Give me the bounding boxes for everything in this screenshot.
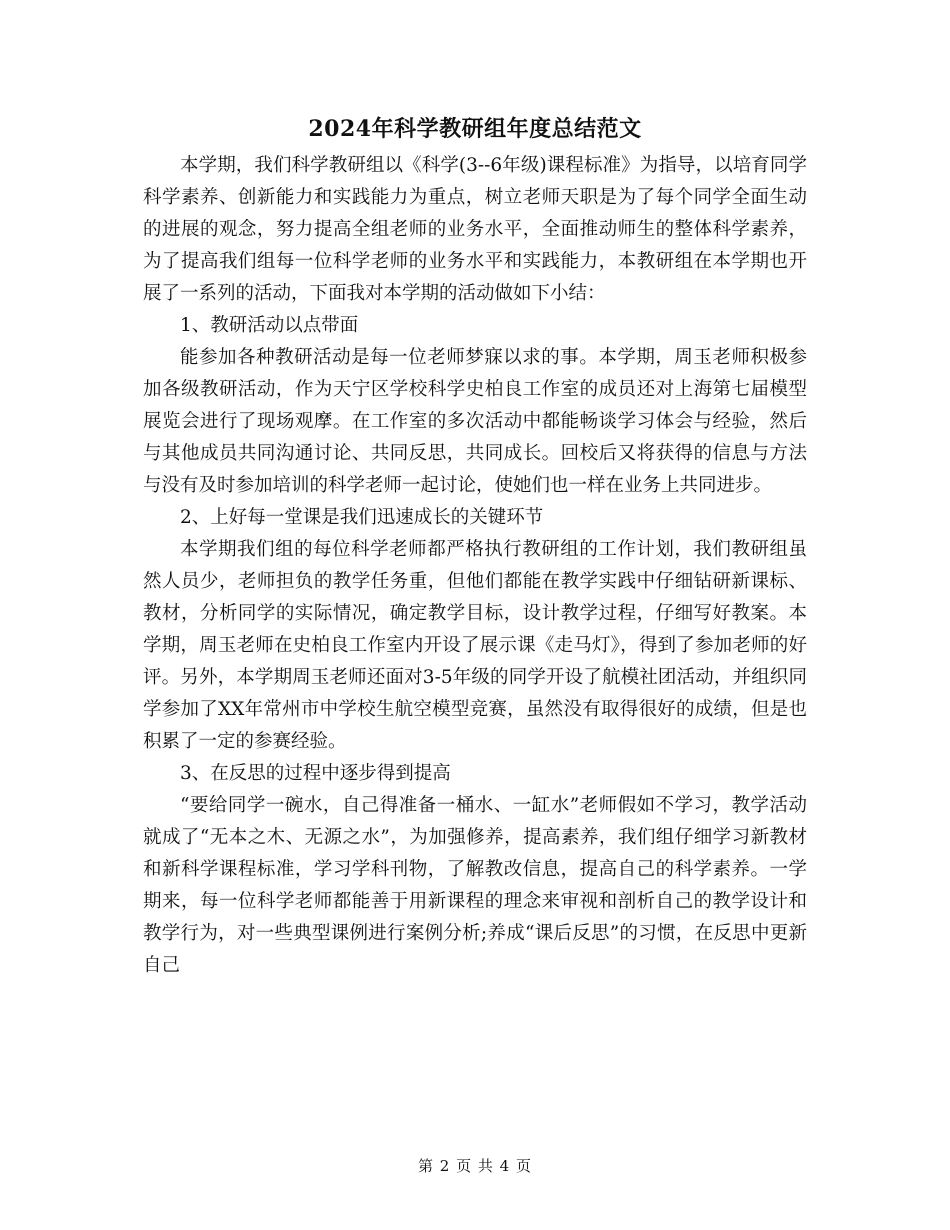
document-body xyxy=(143,150,807,982)
section-body-3: “要给同学一碗水，自己得准备一桶水、一缸水”老师假如不学习，教学活动就成了“无本之木、无源之水”，为加强修养，提高素养，我们组仔细学习新教材和新科学课程标准，学习学科刊物，了解教改信息，提高自己的科学素养。一学期来，每一位科学老师都能善于用新课程的理念来审视和剖析自己的教学设计和教学行为，对一些典型课例进行案例分析;养成“课后反思”的习惯，在反思中更新自己 xyxy=(143,795,807,976)
section-heading-3: 3、在反思的过程中逐步得到提高 xyxy=(180,763,451,784)
intro-paragraph: 本学期，我们科学教研组以《科学(3--6年级)课程标准》为指导，以培育同学科学素养、创新能力和实践能力为重点，树立老师天职是为了每个同学全面生动的进展的观念，努力提高全组老师的业务水平，全面推动师生的整体科学素养，为了提高我们组每一位科学老师的业务水平和实践能力，本教研组在本学期也开展了一系列的活动，下面我对本学期的活动做如下小结： xyxy=(143,155,807,304)
page-number-footer xyxy=(0,1155,950,1176)
section-body-2: 本学期我们组的每位科学老师都严格执行教研组的工作计划，我们教研组虽然人员少，老师担负的教学任务重，但他们都能在教学实践中仔细钻研新课标、教材，分析同学的实际情况，确定教学目标，设计教学过程，仔细写好教案。本学期，周玉老师在史柏良工作室内开设了展示课《走马灯》，得到了参加老师的好评。另外，本学期周玉老师还面对3-5年级的同学开设了航模社团活动，并组织同学参加了XX年常州市中学校生航空模型竞赛，虽然没有取得很好的成绩，但是也积累了一定的参赛经验。 xyxy=(143,539,807,752)
section-body-1: 能参加各种教研活动是每一位老师梦寐以求的事。本学期，周玉老师积极参加各级教研活动，作为天宁区学校科学史柏良工作室的成员还对上海第七届模型展览会进行了现场观摩。在工作室的多次活动中都能畅谈学习体会与经验，然后与其他成员共同沟通讨论、共同反思，共同成长。回校后又将获得的信息与方法与没有及时参加培训的科学老师一起讨论，使她们也一样在业务上共同进步。 xyxy=(143,347,807,496)
page-number-label: 第 2 页 共 4 页 xyxy=(418,1157,532,1175)
document-title: 2024年科学教研组年度总结范文 xyxy=(308,116,642,142)
section-heading-1: 1、教研活动以点带面 xyxy=(180,315,359,336)
section-heading-2: 2、上好每一堂课是我们迅速成长的关键环节 xyxy=(180,507,544,528)
